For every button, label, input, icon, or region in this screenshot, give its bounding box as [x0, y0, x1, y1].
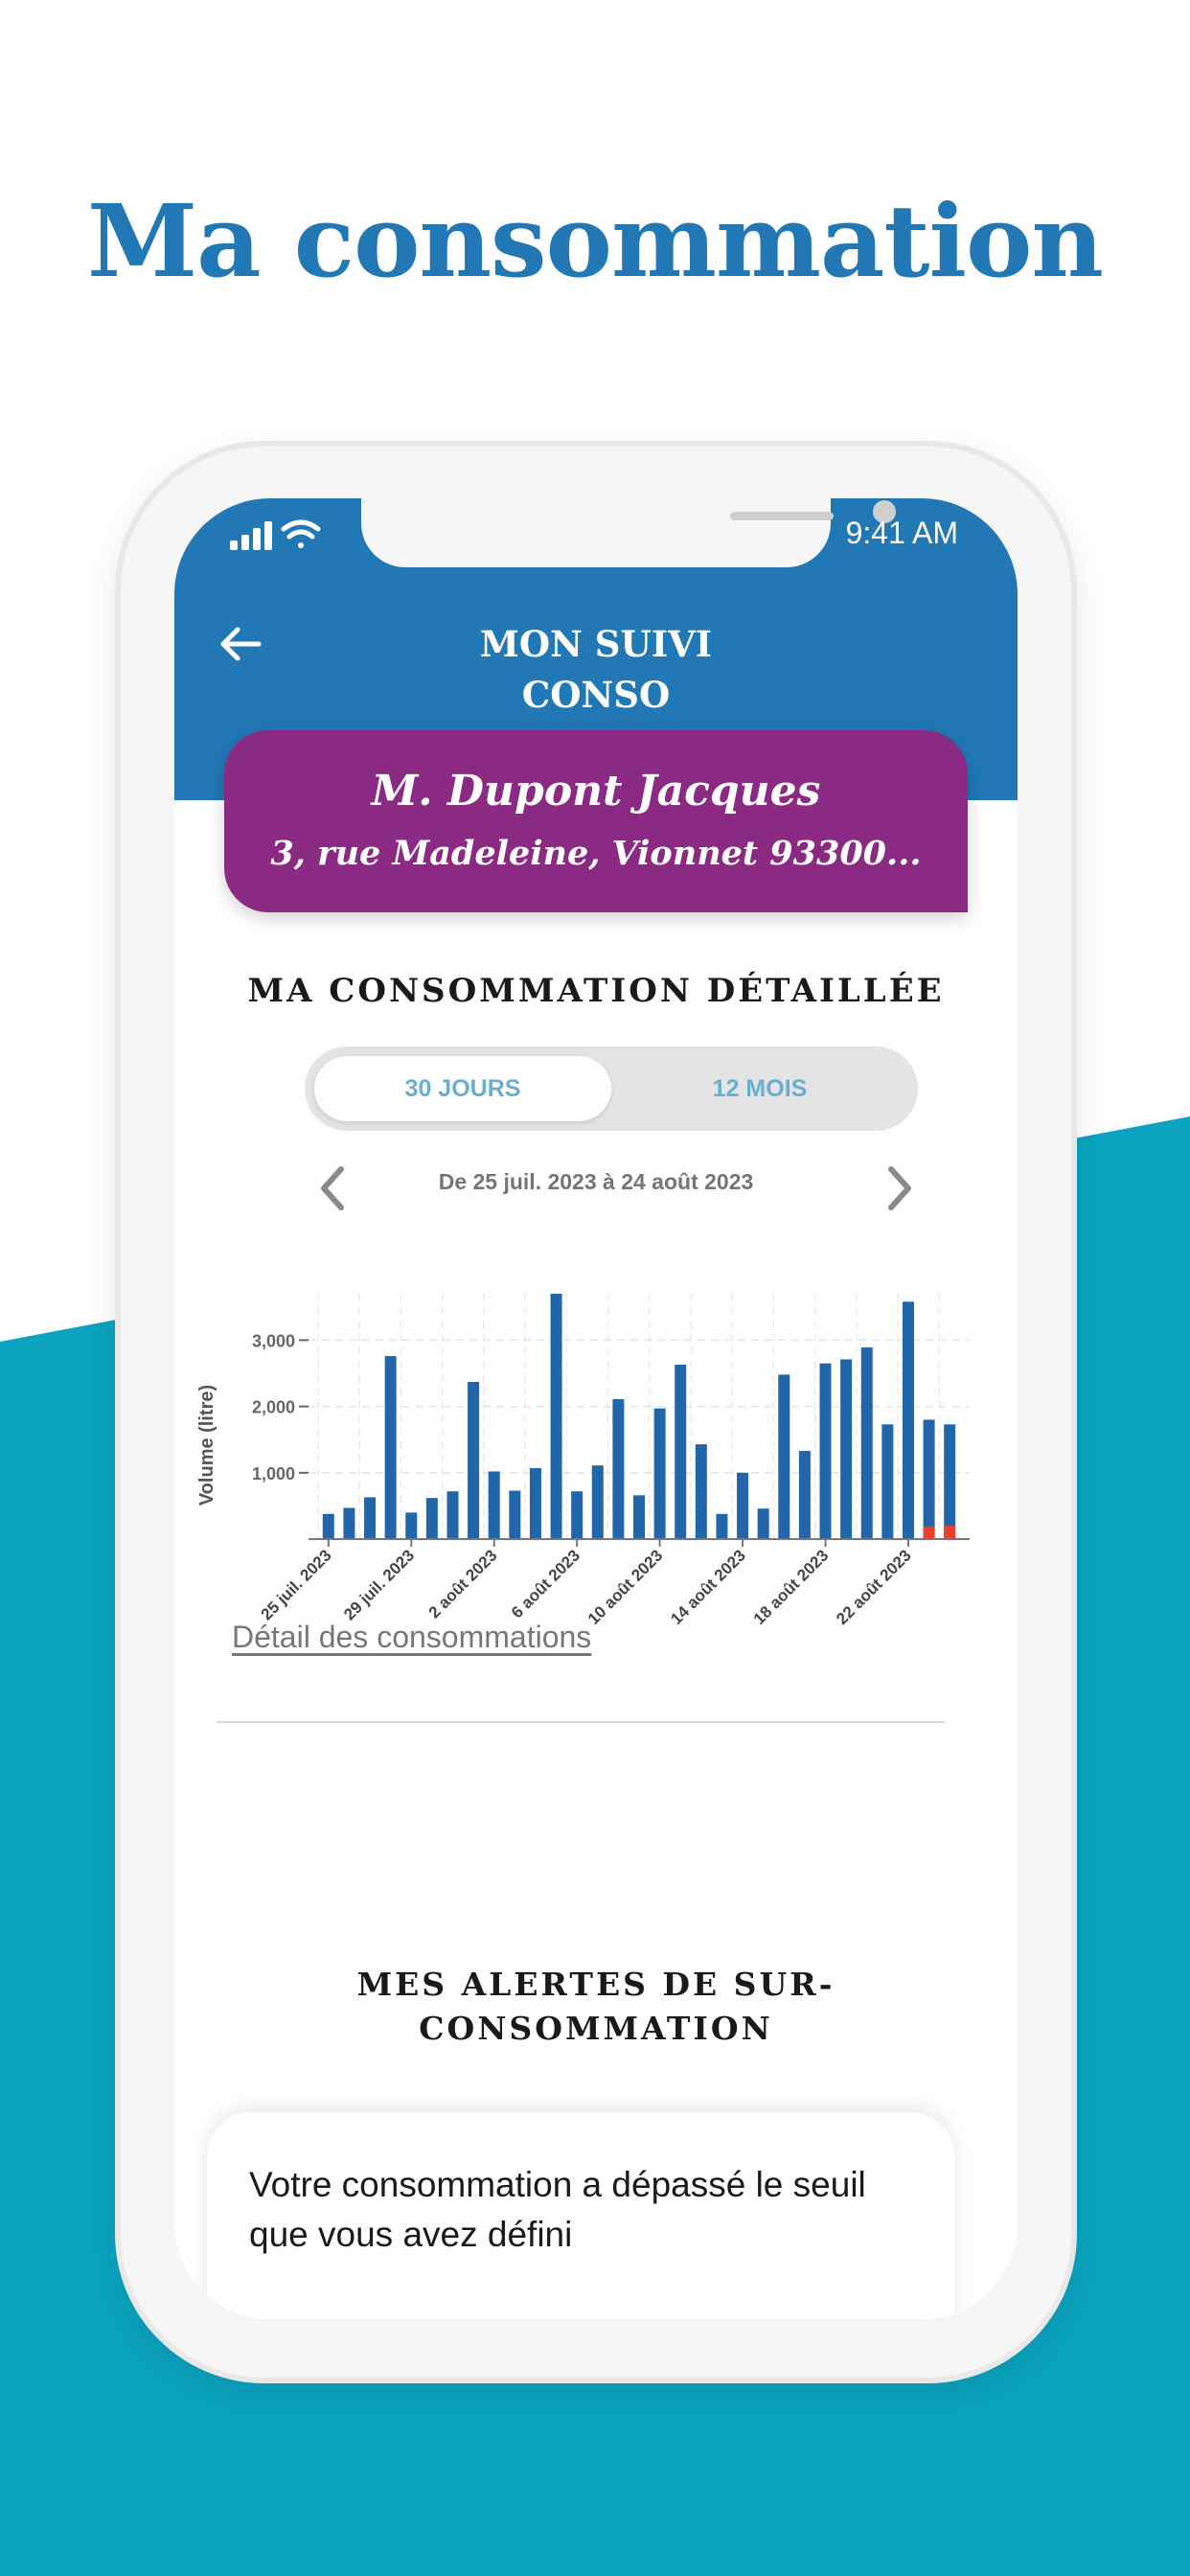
detail-section-title: MA CONSOMMATION DÉTAILLÉE [247, 972, 945, 1010]
chart-bar [881, 1424, 893, 1539]
arrow-left-icon[interactable] [217, 620, 264, 668]
chart-bar [654, 1409, 666, 1539]
chevron-right-icon[interactable] [880, 1162, 918, 1215]
chart-bar [426, 1498, 438, 1539]
chart-bar [364, 1497, 376, 1539]
alert-text: Votre consommation a dépassé le seuil que vous avez défini [249, 2165, 866, 2254]
chart-bar [903, 1301, 914, 1539]
x-tick-label: 29 juil. 2023 [340, 1546, 419, 1624]
chart-bar [405, 1512, 417, 1539]
x-tick-label: 2 août 2023 [424, 1546, 501, 1622]
period-toggle [305, 1046, 918, 1131]
signal-icon [230, 521, 272, 550]
chart-bar [716, 1514, 727, 1539]
chart-bar [468, 1382, 479, 1539]
alerts-title-line2: CONSOMMATION [419, 2010, 773, 2047]
chart-bar [737, 1473, 748, 1539]
phone-speaker [730, 512, 834, 520]
chart-bar [861, 1347, 873, 1539]
chart-bar [633, 1495, 645, 1539]
x-tick-label: 25 juil. 2023 [257, 1546, 335, 1624]
x-tick-label: 10 août 2023 [584, 1546, 667, 1628]
account-card[interactable] [224, 730, 968, 912]
app-screen [174, 498, 1018, 2319]
chart-bar [820, 1364, 832, 1539]
nav-title-line2: CONSO [521, 674, 671, 716]
chart-bar [385, 1356, 397, 1539]
x-tick-label: 14 août 2023 [667, 1546, 749, 1628]
chart-bar [592, 1465, 604, 1539]
chart-bar [840, 1359, 852, 1539]
detail-link[interactable]: Détail des consommations [232, 1620, 592, 1654]
chart-bar [343, 1507, 355, 1539]
page-headline: Ma consommation [87, 182, 1103, 300]
chart-bar [571, 1491, 583, 1539]
chart-bar [530, 1468, 541, 1539]
chart-bar [799, 1451, 811, 1539]
alerts-title-line1: MES ALERTES DE SUR- [356, 1966, 835, 2003]
chart-bar [944, 1424, 955, 1539]
chart-bar [924, 1419, 935, 1539]
wifi-icon [284, 522, 318, 548]
x-tick-label: 22 août 2023 [833, 1546, 915, 1628]
chart-bar-overconsumption [924, 1527, 935, 1539]
account-name: M. Dupont Jacques [371, 767, 821, 816]
y-axis-label: Volume (litre) [196, 1384, 217, 1506]
x-tick-label: 18 août 2023 [749, 1546, 833, 1628]
status-icons [230, 518, 326, 556]
chart-bar [758, 1508, 769, 1539]
chart-bar [675, 1365, 686, 1539]
y-tick-label: 2,000 [251, 1397, 295, 1417]
chart-bar [551, 1294, 562, 1539]
x-tick-label: 6 août 2023 [508, 1546, 584, 1622]
date-range-label: De 25 juil. 2023 à 24 août 2023 [438, 1169, 754, 1194]
toggle-option-12-mois[interactable]: 12 MOIS [712, 1075, 808, 1102]
section-divider [217, 1721, 945, 1723]
consumption-chart [174, 1294, 1018, 1668]
account-address: 3, rue Madeleine, Vionnet 93300... [270, 834, 922, 873]
alerts-section-title [174, 1963, 1018, 2051]
nav-title [328, 619, 864, 721]
chart-bar [778, 1374, 790, 1539]
chart-bar-overconsumption [944, 1526, 955, 1539]
chart-bar [612, 1399, 624, 1539]
status-time: 9:41 AM [845, 516, 958, 550]
chart-bar [323, 1514, 334, 1539]
alert-card[interactable] [207, 2112, 954, 2319]
chart-bar [509, 1490, 520, 1539]
chart-bar [696, 1444, 707, 1539]
nav-title-line1: MON SUIVI [479, 623, 713, 665]
chart-bar [489, 1471, 500, 1539]
y-tick-label: 3,000 [251, 1331, 295, 1351]
phone-notch [361, 498, 831, 567]
toggle-option-30-jours[interactable]: 30 JOURS [314, 1056, 611, 1121]
y-tick-label: 1,000 [251, 1463, 295, 1484]
chart-bar [446, 1491, 458, 1539]
